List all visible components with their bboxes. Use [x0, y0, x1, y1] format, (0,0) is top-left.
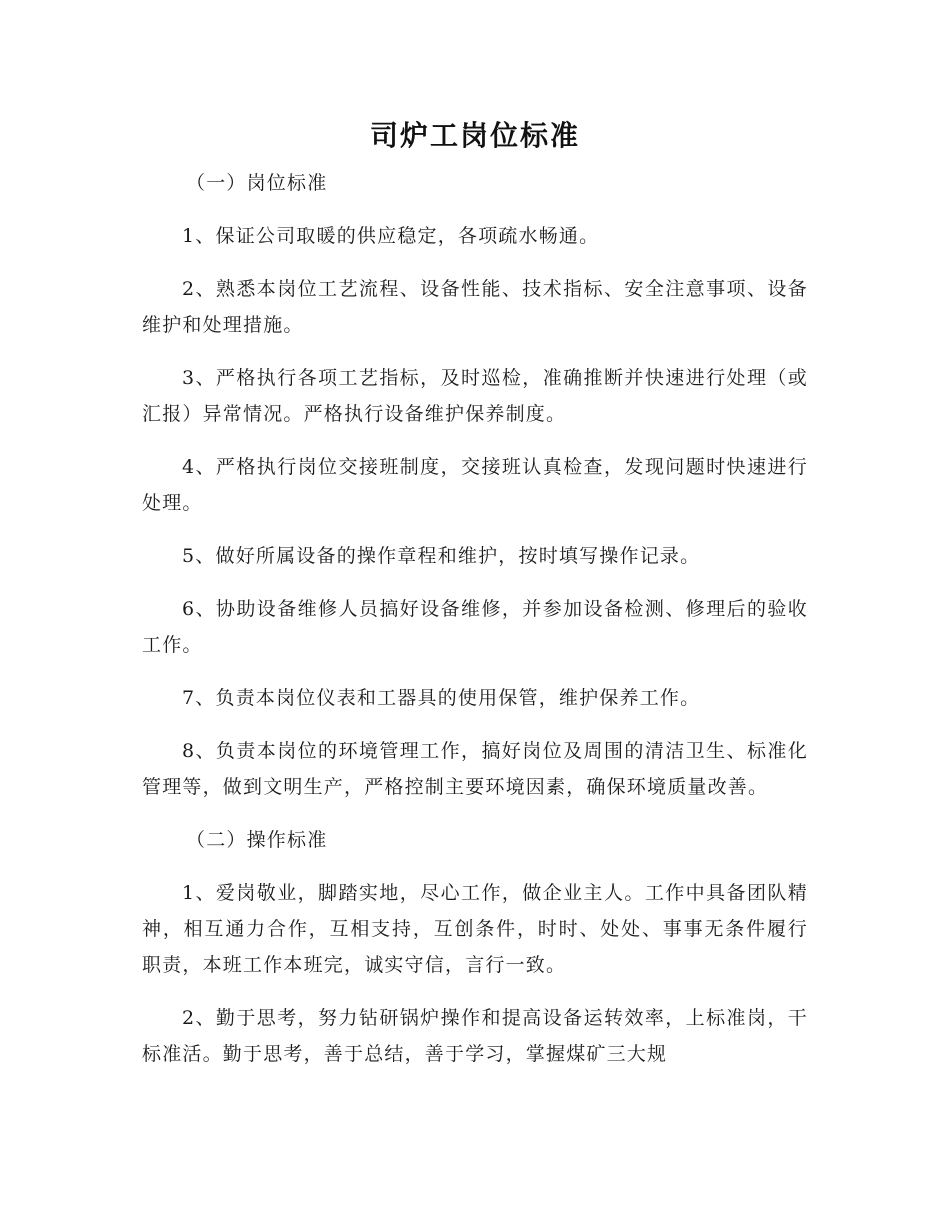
paragraph: 5、做好所属设备的操作章程和维护，按时填写操作记录。: [182, 545, 701, 567]
section-heading-operation-standard: （二）操作标准: [186, 829, 328, 851]
paragraph: 7、负责本岗位仪表和工器具的使用保管，维护保养工作。: [182, 687, 701, 709]
paragraph: 2、勤于思考，努力钻研锅炉操作和提高设备运转效率，上标准岗，干标准活。勤于思考，善于总结，善于学习，掌握煤矿三大规: [142, 1007, 808, 1065]
document-body: [142, 165, 808, 1089]
paragraph: 8、负责本岗位的环境管理工作，搞好岗位及周围的清洁卫生、标准化管理等，做到文明生产，严格控制主要环境因素，确保环境质量改善。: [142, 740, 808, 798]
paragraph: 1、保证公司取暖的供应稳定，各项疏水畅通。: [182, 225, 600, 247]
paragraph: 6、协助设备维修人员搞好设备维修，并参加设备检测、修理后的验收工作。: [142, 598, 808, 656]
page-title: 司炉工岗位标准: [369, 119, 580, 152]
section-heading-job-standard: （一）岗位标准: [186, 172, 328, 194]
paragraph: 3、严格执行各项工艺指标，及时巡检，准确推断并快速进行处理（或汇报）异常情况。严格执行设备维护保养制度。: [142, 367, 808, 425]
paragraph: 4、严格执行岗位交接班制度，交接班认真检查，发现问题时快速进行处理。: [142, 456, 808, 514]
paragraph: 1、爱岗敬业，脚踏实地，尽心工作，做企业主人。工作中具备团队精神，相互通力合作，互相支持，互创条件，时时、处处、事事无条件履行职责，本班工作本班完，诚实守信，言行一致。: [142, 882, 808, 976]
paragraph: 2、熟悉本岗位工艺流程、设备性能、技术指标、安全注意事项、设备维护和处理措施。: [142, 278, 808, 336]
